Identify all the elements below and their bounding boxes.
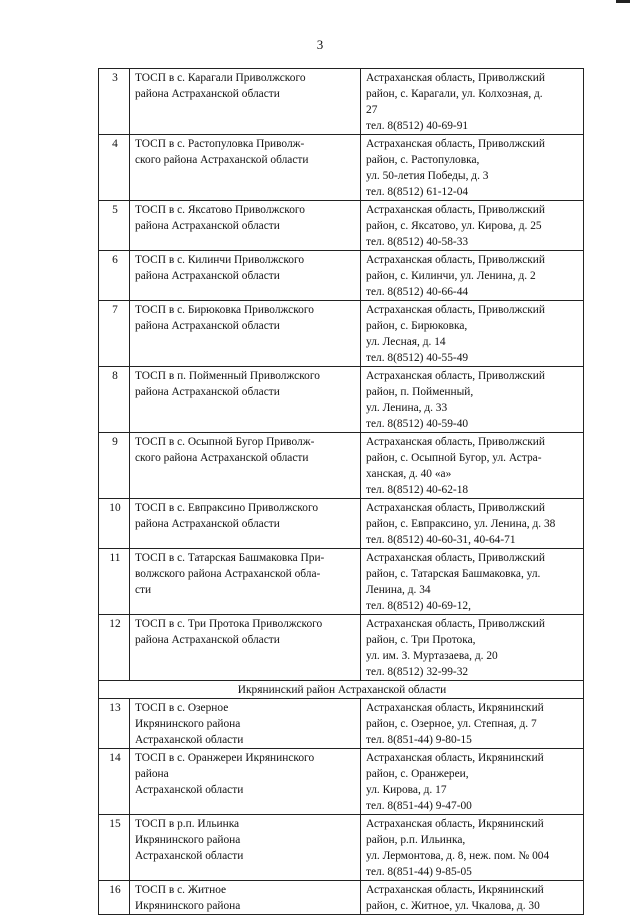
office-address-line: Астраханская область, Приволжский <box>366 370 545 382</box>
row-number: 6 <box>99 251 130 301</box>
office-name-cell <box>130 251 361 301</box>
office-address-cell <box>361 699 584 749</box>
section-header-row <box>99 681 584 699</box>
office-name-line: Икрянинского района <box>135 834 241 846</box>
office-address-cell <box>361 499 584 549</box>
office-address-line: тел. 8(8512) 40-58-33 <box>366 236 469 248</box>
office-address-line: район, с. Карагали, ул. Колхозная, д. <box>366 88 543 100</box>
office-address-line: район, с. Бирюковка, <box>366 320 468 332</box>
office-address-line: тел. 8(851-44) 9-85-05 <box>366 866 472 878</box>
offices-table-body <box>99 69 584 915</box>
office-address-line: район, с. Евпраксино, ул. Ленина, д. 38 <box>366 518 556 530</box>
row-number: 9 <box>99 433 130 499</box>
office-address-line: Астраханская область, Приволжский <box>366 304 545 316</box>
office-name-cell <box>130 69 361 135</box>
office-name-line: ТОСП в с. Евпраксино Приволжского <box>135 502 319 514</box>
office-address-cell <box>361 749 584 815</box>
office-name-cell <box>130 549 361 615</box>
office-name-line: района <box>135 768 169 780</box>
office-address-line: ул. Лермонтова, д. 8, неж. пом. № 004 <box>366 850 550 862</box>
office-name-line: района Астраханской области <box>135 386 280 398</box>
office-address-line: тел. 8(8512) 61-12-04 <box>366 186 469 198</box>
office-name-cell <box>130 749 361 815</box>
office-name-line: ТОСП в с. Килинчи Приволжского <box>135 254 305 266</box>
row-number: 14 <box>99 749 130 815</box>
office-address-line: район, р.п. Ильинка, <box>366 834 466 846</box>
office-address-line: тел. 8(851-44) 9-80-15 <box>366 734 472 746</box>
office-name-cell <box>130 135 361 201</box>
office-name-line: ского района Астраханской области <box>135 154 309 166</box>
office-address-line: Астраханская область, Приволжский <box>366 72 545 84</box>
office-address-line: Астраханская область, Икрянинский <box>366 702 544 714</box>
office-name-cell <box>130 615 361 681</box>
office-address-line: район, с. Оранжереи, <box>366 768 469 780</box>
table-row <box>99 815 584 881</box>
office-name-cell <box>130 815 361 881</box>
office-name-line: ТОСП в р.п. Ильинка <box>135 818 240 830</box>
office-name-line: района Астраханской области <box>135 634 280 646</box>
office-address-line: Астраханская область, Икрянинский <box>366 752 544 764</box>
office-name-line: ТОСП в п. Пойменный Приволжского <box>135 370 320 382</box>
office-address-cell <box>361 201 584 251</box>
page-number: 3 <box>316 37 324 52</box>
table-row <box>99 251 584 301</box>
office-address-line: тел. 8(8512) 40-62-18 <box>366 484 469 496</box>
office-name-line: Астраханской области <box>135 784 244 796</box>
table-row <box>99 615 584 681</box>
row-number: 16 <box>99 881 130 915</box>
table-row <box>99 301 584 367</box>
row-number: 15 <box>99 815 130 881</box>
office-address-line: Астраханская область, Приволжский <box>366 138 545 150</box>
row-number: 12 <box>99 615 130 681</box>
office-address-cell <box>361 135 584 201</box>
office-name-cell <box>130 433 361 499</box>
office-name-line: Икрянинского района <box>135 718 241 730</box>
row-number: 7 <box>99 301 130 367</box>
office-name-line: ТОСП в с. Карагали Приволжского <box>135 72 306 84</box>
office-name-cell <box>130 367 361 433</box>
office-address-line: район, с. Осыпной Бугор, ул. Астра- <box>366 452 542 464</box>
office-name-line: ТОСП в с. Яксатово Приволжского <box>135 204 305 216</box>
office-name-line: ТОСП в с. Татарская Башмаковка При- <box>135 552 325 564</box>
row-number: 10 <box>99 499 130 549</box>
office-name-cell <box>130 699 361 749</box>
office-name-line: ТОСП в с. Растопуловка Приволж- <box>135 138 305 150</box>
office-name-cell <box>130 499 361 549</box>
office-name-line: района Астраханской области <box>135 320 280 332</box>
office-address-line: тел. 8(8512) 40-66-44 <box>366 286 469 298</box>
office-address-line: Астраханская область, Приволжский <box>366 436 545 448</box>
office-address-line: район, с. Озерное, ул. Степная, д. 7 <box>366 718 537 730</box>
office-address-cell <box>361 301 584 367</box>
office-address-line: Астраханская область, Икрянинский <box>366 818 544 830</box>
table-row <box>99 135 584 201</box>
table-row <box>99 433 584 499</box>
row-number: 11 <box>99 549 130 615</box>
office-address-line: Астраханская область, Икрянинский <box>366 884 544 896</box>
office-address-line: Астраханская область, Приволжский <box>366 254 545 266</box>
office-name-line: волжского района Астраханской обла- <box>135 568 321 580</box>
office-address-line: ханская, д. 40 «а» <box>366 468 452 480</box>
table-row <box>99 749 584 815</box>
office-name-cell <box>130 201 361 251</box>
office-name-line: ТОСП в с. Осыпной Бугор Приволж- <box>135 436 315 448</box>
office-name-line: Икрянинского района <box>135 900 241 912</box>
office-name-cell <box>130 301 361 367</box>
office-address-line: район, п. Пойменный, <box>366 386 474 398</box>
office-address-line: ул. Лесная, д. 14 <box>366 336 446 348</box>
office-address-line: тел. 8(8512) 40-59-40 <box>366 418 469 430</box>
office-name-line: сти <box>135 584 152 596</box>
offices-table <box>98 68 584 915</box>
office-address-line: 27 <box>366 104 378 116</box>
office-address-line: район, с. Яксатово, ул. Кирова, д. 25 <box>366 220 542 232</box>
office-name-line: Астраханской области <box>135 850 244 862</box>
office-address-cell <box>361 433 584 499</box>
office-address-line: ул. им. З. Муртазаева, д. 20 <box>366 650 498 662</box>
table-row <box>99 367 584 433</box>
office-address-line: район, с. Растопуловка, <box>366 154 480 166</box>
office-address-line: район, с. Три Протока, <box>366 634 476 646</box>
office-name-cell <box>130 881 361 915</box>
row-number: 5 <box>99 201 130 251</box>
office-name-line: ТОСП в с. Озерное <box>135 702 229 714</box>
office-address-line: ул. Кирова, д. 17 <box>366 784 447 796</box>
office-address-cell <box>361 615 584 681</box>
office-address-line: Ленина, д. 34 <box>366 584 431 596</box>
office-address-cell <box>361 69 584 135</box>
row-number: 4 <box>99 135 130 201</box>
office-name-line: района Астраханской области <box>135 270 280 282</box>
office-address-line: район, с. Килинчи, ул. Ленина, д. 2 <box>366 270 536 282</box>
office-address-line: Астраханская область, Приволжский <box>366 618 545 630</box>
office-name-line: Астраханской области <box>135 734 244 746</box>
table-row <box>99 881 584 915</box>
office-address-line: тел. 8(8512) 40-69-91 <box>366 120 469 132</box>
office-name-line: района Астраханской области <box>135 88 280 100</box>
row-number: 13 <box>99 699 130 749</box>
office-address-cell <box>361 815 584 881</box>
section-header: Икрянинский район Астраханской области <box>99 681 584 699</box>
office-name-line: ТОСП в с. Оранжереи Икрянинского <box>135 752 315 764</box>
office-name-line: ТОСП в с. Житное <box>135 884 227 896</box>
office-address-cell <box>361 367 584 433</box>
office-address-cell <box>361 251 584 301</box>
office-address-line: район, с. Житное, ул. Чкалова, д. 30 <box>366 900 540 912</box>
office-name-line: ТОСП в с. Бирюковка Приволжского <box>135 304 314 316</box>
row-number: 3 <box>99 69 130 135</box>
table-row <box>99 699 584 749</box>
office-address-line: тел. 8(8512) 40-69-12, <box>366 600 471 612</box>
table-row <box>99 69 584 135</box>
office-address-line: ул. Ленина, д. 33 <box>366 402 448 414</box>
office-name-line: района Астраханской области <box>135 220 280 232</box>
office-address-line: Астраханская область, Приволжский <box>366 204 545 216</box>
table-row <box>99 549 584 615</box>
scan-corner-mark <box>616 0 630 3</box>
table-row <box>99 201 584 251</box>
office-address-line: тел. 8(8512) 40-55-49 <box>366 352 469 364</box>
office-address-cell <box>361 549 584 615</box>
office-address-line: район, с. Татарская Башмаковка, ул. <box>366 568 541 580</box>
table-row <box>99 499 584 549</box>
office-address-line: тел. 8(8512) 40-60-31, 40-64-71 <box>366 534 516 546</box>
office-name-line: ТОСП в с. Три Протока Приволжского <box>135 618 323 630</box>
row-number: 8 <box>99 367 130 433</box>
office-address-cell <box>361 881 584 915</box>
office-address-line: тел. 8(851-44) 9-47-00 <box>366 800 472 812</box>
office-address-line: Астраханская область, Приволжский <box>366 502 545 514</box>
office-address-line: тел. 8(8512) 32-99-32 <box>366 666 469 678</box>
office-address-line: ул. 50-летия Победы, д. 3 <box>366 170 489 182</box>
office-name-line: района Астраханской области <box>135 518 280 530</box>
office-address-line: Астраханская область, Приволжский <box>366 552 545 564</box>
office-name-line: ского района Астраханской области <box>135 452 309 464</box>
